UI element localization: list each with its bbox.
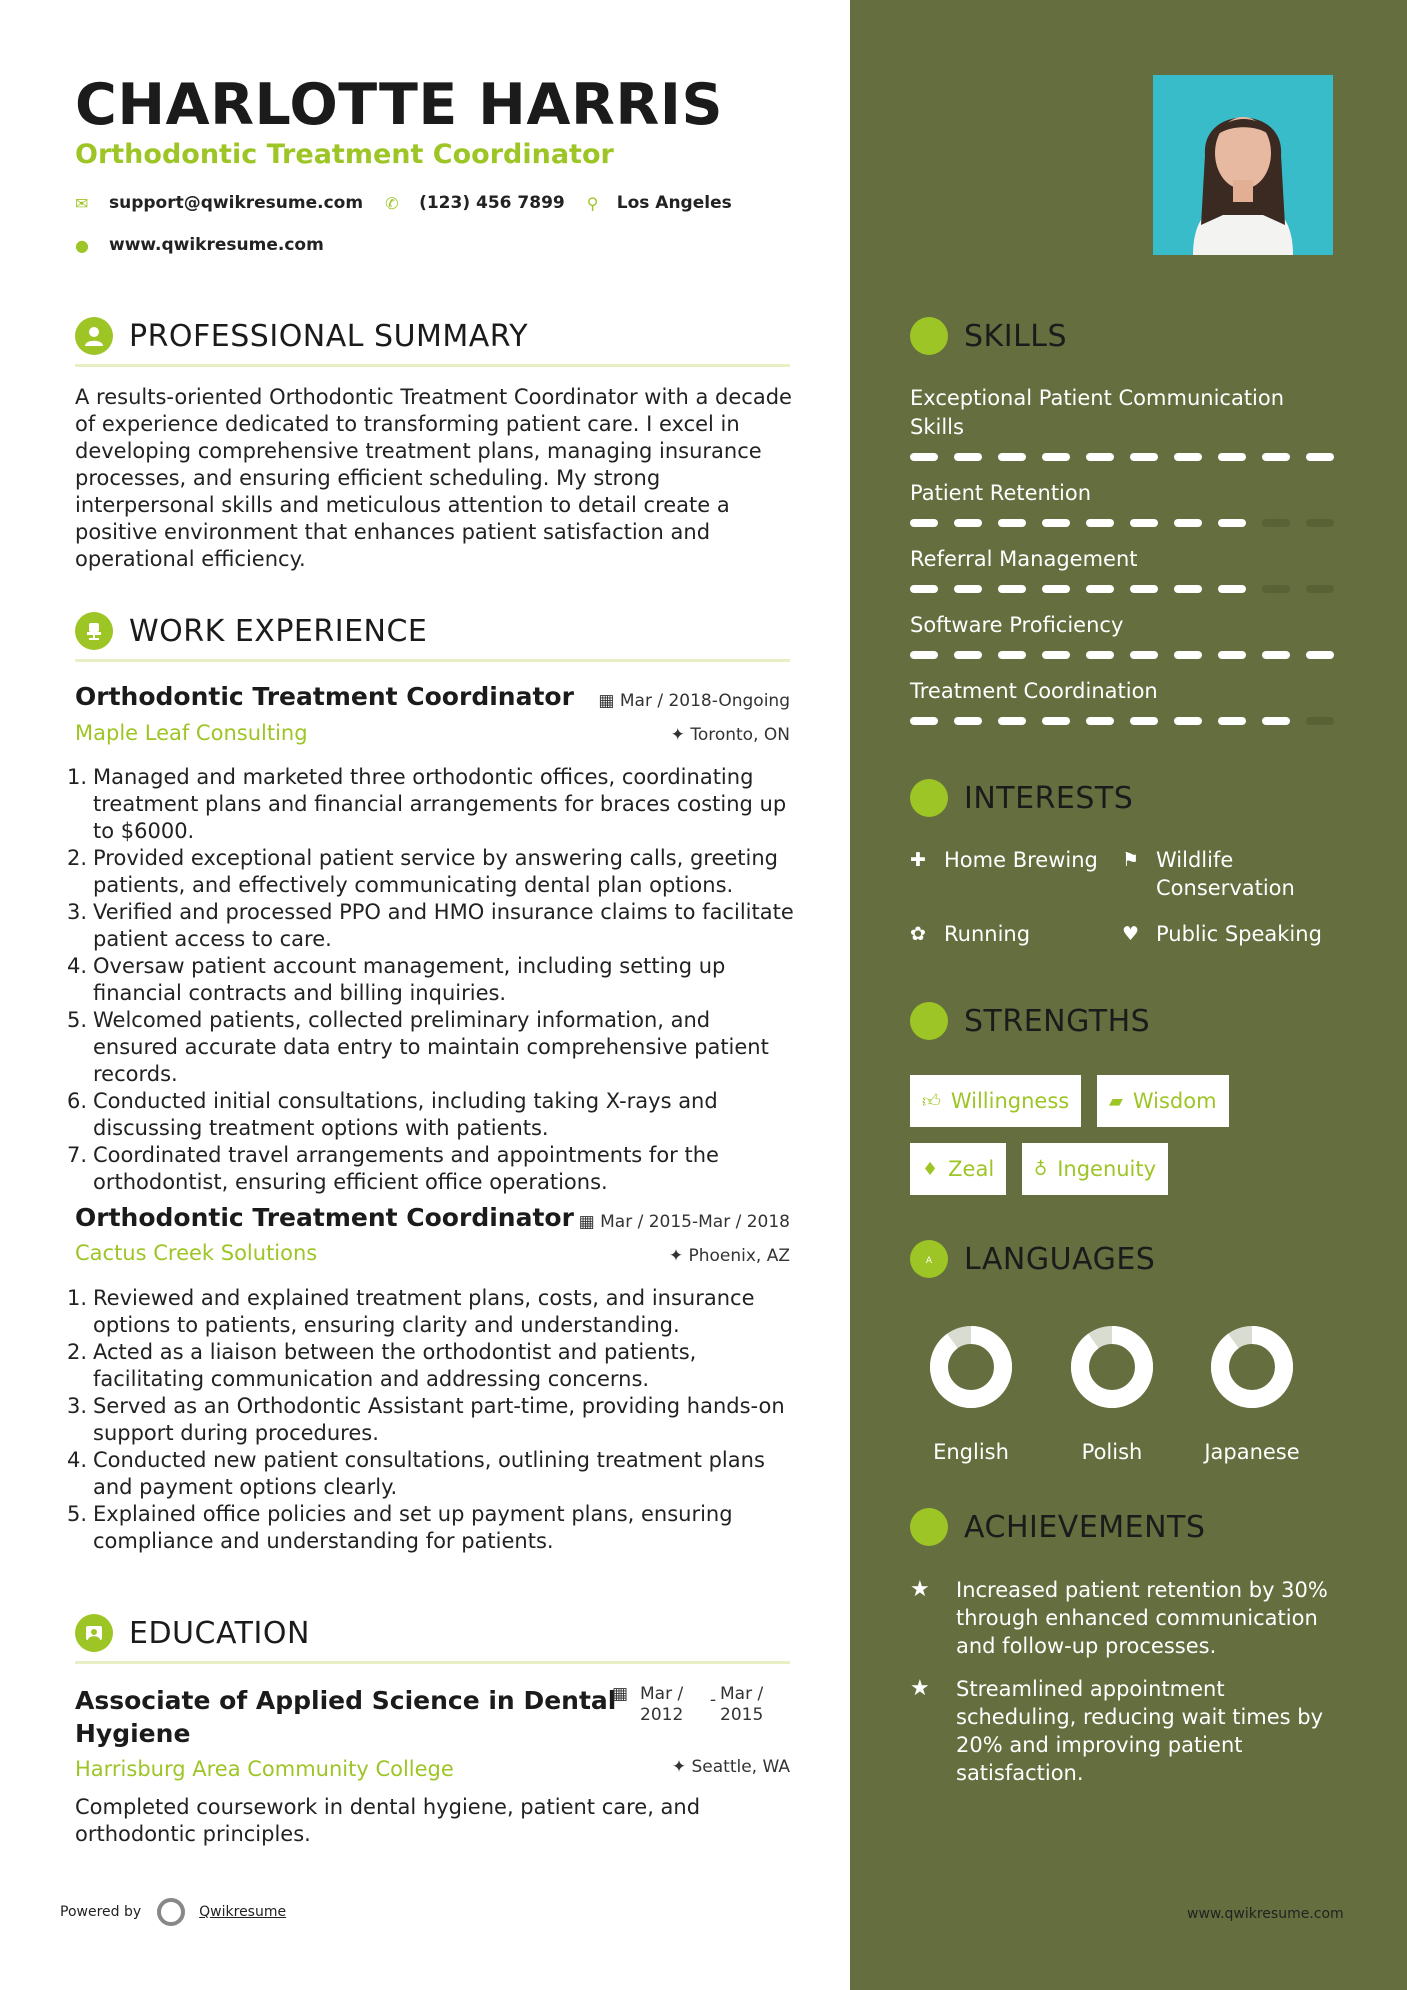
skill-dash [1086,651,1114,659]
lightbulb-icon: ♁ [1034,1158,1048,1180]
calendar-icon: ▦ [612,1684,629,1704]
thumbs-up-icon: 👍︎ [922,1091,941,1112]
list-item [67,845,797,899]
skill-dash [910,519,938,527]
languages-section-header [910,1240,1155,1278]
language-ring [928,1324,1014,1410]
summary-divider [75,364,790,367]
skill-meter [910,519,1350,527]
experience-divider [75,659,790,662]
list-text: Explained office policies and set up payment plans, ensuring compliance and understanding for patients. [93,1502,733,1553]
interest-label: Wildlife Conservation [1156,848,1295,900]
strength-label: Zeal [948,1157,995,1181]
job-company: Cactus Creek Solutions [75,1241,318,1265]
achievement-item [910,1675,1330,1787]
interest-label: Running [944,922,1031,946]
skill-dash [1042,585,1070,593]
skill-dash [1086,717,1114,725]
skill-dash [954,519,982,527]
achievement-text: Streamlined appointment scheduling, reducing wait times by 20% and improving patient satisfaction. [956,1677,1324,1785]
interest-label: Home Brewing [944,848,1098,872]
language-ring-fill [1080,1335,1144,1399]
language-ring [1069,1324,1155,1410]
education-heading: EDUCATION [129,1615,310,1651]
languages-heading: LANGUAGES [964,1241,1156,1277]
pin-icon: ✦ [670,725,691,745]
skill-name: Referral Management [910,547,1138,571]
strength-tag [1022,1143,1168,1195]
job-duties-list [67,764,797,1196]
strength-tag [1097,1075,1229,1127]
powered-by [60,1898,286,1926]
skill-dash [1174,519,1202,527]
skill-name: Exceptional Patient Communication Skills [910,386,1285,439]
interests-section-header [910,779,1133,817]
chair-icon [75,612,113,650]
skill-dash [954,651,982,659]
skill-dash [910,717,938,725]
job-title: Orthodontic Treatment Coordinator [75,682,574,711]
skill-dash [1174,585,1202,593]
list-text: Managed and marketed three orthodontic offices, coordinating treatment plans and financial arrangements for braces costing up to $6000. [93,765,787,843]
language-label: Polish [1081,1440,1143,1464]
paper-plane-icon [910,779,948,817]
skill-dash [1306,717,1334,725]
strengths-heading: STRENGTHS [964,1003,1151,1039]
skill-meter [910,717,1350,725]
list-item [67,1007,797,1088]
fire-icon: ♦ [922,1158,939,1180]
skill-dash [1174,717,1202,725]
skill-dash [1130,651,1158,659]
email-link[interactable]: support@qwikresume.com [109,193,364,213]
skill-dash [1262,585,1290,593]
list-item [67,1142,797,1196]
phone-icon: ✆ [385,193,399,213]
summary-section-header [75,317,528,355]
location-text: Los Angeles [616,193,732,213]
list-number: 1. [67,765,88,789]
job-company: Maple Leaf Consulting [75,721,308,745]
skill-dash [1262,651,1290,659]
edu-date-end [720,1684,790,1726]
list-text: Conducted initial consultations, including taking X-rays and discussing treatment options with patients. [93,1089,718,1140]
achievement-item [910,1576,1330,1660]
phone-text: (123) 456 7899 [419,193,565,213]
list-number: 4. [67,1448,88,1472]
language-ring [1209,1324,1295,1410]
edu-date-separator: - [710,1690,717,1710]
envelope-icon: ✉ [75,193,89,213]
list-number: 5. [67,1502,88,1526]
interests-heading: INTERESTS [964,780,1134,816]
summary-text: A results-oriented Orthodontic Treatment Coordinator with a decade of experience dedicated to transforming patient care. I excel in developing comprehensive treatment plans, managing insurance processes, and ensuring efficient scheduling. My strong interpersonal skills and meticulous attention to detail create a positive environment that enhances patient satisfaction and operational efficiency. [75,385,792,571]
skill-dash [1042,453,1070,461]
calendar-icon: ▦ [578,1212,601,1232]
list-number: 2. [67,1340,88,1364]
school-name: Harrisburg Area Community College [75,1757,454,1781]
job-date-text: Mar / 2015-Mar / 2018 [600,1212,790,1232]
strength-tag [910,1143,1006,1195]
skill-dash [1042,519,1070,527]
skill-dash [1042,717,1070,725]
skill-name: Treatment Coordination [910,679,1158,703]
skill-dash [998,717,1026,725]
education-description: Completed coursework in dental hygiene, patient care, and orthodontic principles. [75,1795,701,1846]
skill-dash [910,585,938,593]
list-text: Welcomed patients, collected preliminary information, and ensured accurate data entry to maintain comprehensive patient records. [93,1008,769,1086]
skill-dash [1086,585,1114,593]
skills-heading: SKILLS [964,318,1068,354]
skill-dash [1218,651,1246,659]
skill-meter [910,453,1350,461]
edu-date-text: 2015 [720,1705,764,1725]
list-item [67,1088,797,1142]
list-text: Provided exceptional patient service by answering calls, greeting patients, and effectively communicating dental plan options. [93,846,779,897]
list-text: Oversaw patient account management, including setting up financial contracts and billing inquiries. [93,954,726,1005]
job-location-text: Toronto, ON [690,725,790,745]
contact-row-1 [75,193,754,213]
skill-dash [1086,519,1114,527]
skill-dash [954,453,982,461]
strength-tag [910,1075,1081,1127]
graduation-icon [75,1614,113,1652]
list-text: Verified and processed PPO and HMO insurance claims to facilitate patient access to care. [93,900,794,951]
footer-url[interactable]: www.qwikresume.com [1187,1906,1344,1922]
skill-dash [1218,453,1246,461]
candidate-name: CHARLOTTE HARRIS [75,72,723,138]
skill-name: Software Proficiency [910,613,1124,637]
degree-line: Associate of Applied Science in Dental [75,1686,617,1715]
achievement-text: Increased patient retention by 30% through enhanced communication and follow-up processes. [956,1578,1328,1658]
skill-dash [1130,585,1158,593]
qwikresume-link[interactable]: Qwikresume [199,1904,287,1920]
skill-dash [1130,717,1158,725]
list-text: Served as an Orthodontic Assistant part-time, providing hands-on support during procedures. [93,1394,785,1445]
list-item [67,1393,797,1447]
book-icon: ▰ [1109,1090,1123,1112]
skill-dash [998,585,1026,593]
achievements-section-header [910,1508,1205,1546]
list-item [67,1447,797,1501]
skill-dash [1174,651,1202,659]
degree-title [75,1684,616,1750]
language-ring-fill [1220,1335,1284,1399]
skill-dash [1262,717,1290,725]
candidate-title: Orthodontic Treatment Coordinator [75,139,614,170]
list-number: 1. [67,1286,88,1310]
calendar-icon: ▦ [598,691,620,711]
skill-dash [998,453,1026,461]
interest-item [1122,920,1332,948]
job-date-text: Mar / 2018-Ongoing [619,691,790,711]
list-item [67,764,797,845]
achievements-heading: ACHIEVEMENTS [964,1509,1206,1545]
list-number: 3. [67,1394,88,1418]
strength-label: Willingness [950,1089,1070,1113]
job-location [595,1246,790,1266]
lightbulb-icon [910,317,948,355]
skills-section-header [910,317,1067,355]
interest-item [910,846,1110,874]
profile-photo [1153,75,1333,255]
skill-dash [1130,519,1158,527]
powered-by-text: Powered by [60,1904,142,1920]
language-label: English [933,1440,1009,1464]
strength-label: Wisdom [1132,1089,1217,1113]
language-item [1052,1324,1172,1464]
svg-text:A: A [925,1256,933,1266]
experience-section-header [75,612,427,650]
paw-icon: ✿ [910,923,926,945]
list-number: 2. [67,846,88,870]
job-date [560,1212,790,1232]
translate-icon [910,1240,948,1278]
map-pin-icon: ⚲ [586,193,599,213]
job-location-text: Phoenix, AZ [688,1246,790,1266]
star-icon [910,1508,948,1546]
skill-dash [954,717,982,725]
skill-dash [1218,717,1246,725]
education-divider [75,1661,790,1664]
skill-dash [998,651,1026,659]
list-text: Coordinated travel arrangements and appointments for the orthodontist, ensuring efficient office operations. [93,1143,719,1194]
website-link[interactable]: www.qwikresume.com [109,235,324,255]
skill-dash [954,585,982,593]
skill-dash [1262,519,1290,527]
skill-dash [1218,585,1246,593]
puzzle-icon: ✚ [910,849,926,871]
skill-dash [1218,519,1246,527]
interest-item [910,920,1110,948]
list-item [67,1339,797,1393]
language-label: Japanese [1204,1440,1300,1464]
skill-dash [998,519,1026,527]
education-section-header [75,1614,310,1652]
skill-dash [1306,453,1334,461]
skill-dash [910,453,938,461]
edu-date-text: 2012 [640,1705,684,1725]
job-title: Orthodontic Treatment Coordinator [75,1203,574,1232]
user-icon [75,317,113,355]
list-number: 3. [67,900,88,924]
interest-item [1122,846,1322,902]
fist-icon [910,1002,948,1040]
star-icon: ★ [910,1676,930,1701]
skill-dash [1306,651,1334,659]
skill-dash [1306,519,1334,527]
skill-meter [910,651,1350,659]
globe-icon: ● [75,235,89,255]
experience-heading: WORK EXPERIENCE [129,613,428,649]
heartbeat-icon: ♥ [1122,923,1140,945]
skill-name: Patient Retention [910,481,1092,505]
job-duties-list [67,1285,797,1555]
edu-date-text: Mar / [640,1684,684,1704]
qwikresume-logo-icon [157,1898,185,1926]
skill-dash [1086,453,1114,461]
list-item [67,953,797,1007]
list-text: Conducted new patient consultations, outlining treatment plans and payment options clearly. [93,1448,765,1499]
summary-heading: PROFESSIONAL SUMMARY [129,318,529,354]
skill-dash [1262,453,1290,461]
skill-dash [910,651,938,659]
edu-date-text: Mar / [720,1684,764,1704]
skill-meter [910,585,1350,593]
list-item [67,1501,797,1555]
skill-dash [1042,651,1070,659]
pin-icon: ✦ [671,1757,692,1777]
list-item [67,899,797,953]
contact-row-2 [75,235,346,255]
strengths-section-header [910,1002,1150,1040]
list-number: 6. [67,1089,88,1113]
skill-dash [1174,453,1202,461]
list-item [67,1285,797,1339]
pin-icon: ✦ [668,1246,689,1266]
language-ring-fill [939,1335,1003,1399]
skill-dash [1306,585,1334,593]
job-date [595,691,790,711]
flag-icon: ⚑ [1122,849,1140,871]
star-icon: ★ [910,1577,930,1602]
list-number: 4. [67,954,88,978]
school-location-text: Seattle, WA [691,1757,790,1777]
skill-dash [1130,453,1158,461]
degree-line: Hygiene [75,1719,191,1748]
edu-date-start [640,1684,700,1726]
list-text: Reviewed and explained treatment plans, costs, and insurance options to patients, ensuring clarity and understanding. [93,1286,755,1337]
language-item [1192,1324,1312,1464]
interest-label: Public Speaking [1156,922,1322,946]
job-location [595,725,790,745]
list-number: 5. [67,1008,88,1032]
list-text: Acted as a liaison between the orthodontist and patients, facilitating communication and addressing concerns. [93,1340,697,1391]
strength-label: Ingenuity [1057,1157,1157,1181]
language-item [911,1324,1031,1464]
school-location [595,1757,790,1777]
list-number: 7. [67,1143,88,1167]
